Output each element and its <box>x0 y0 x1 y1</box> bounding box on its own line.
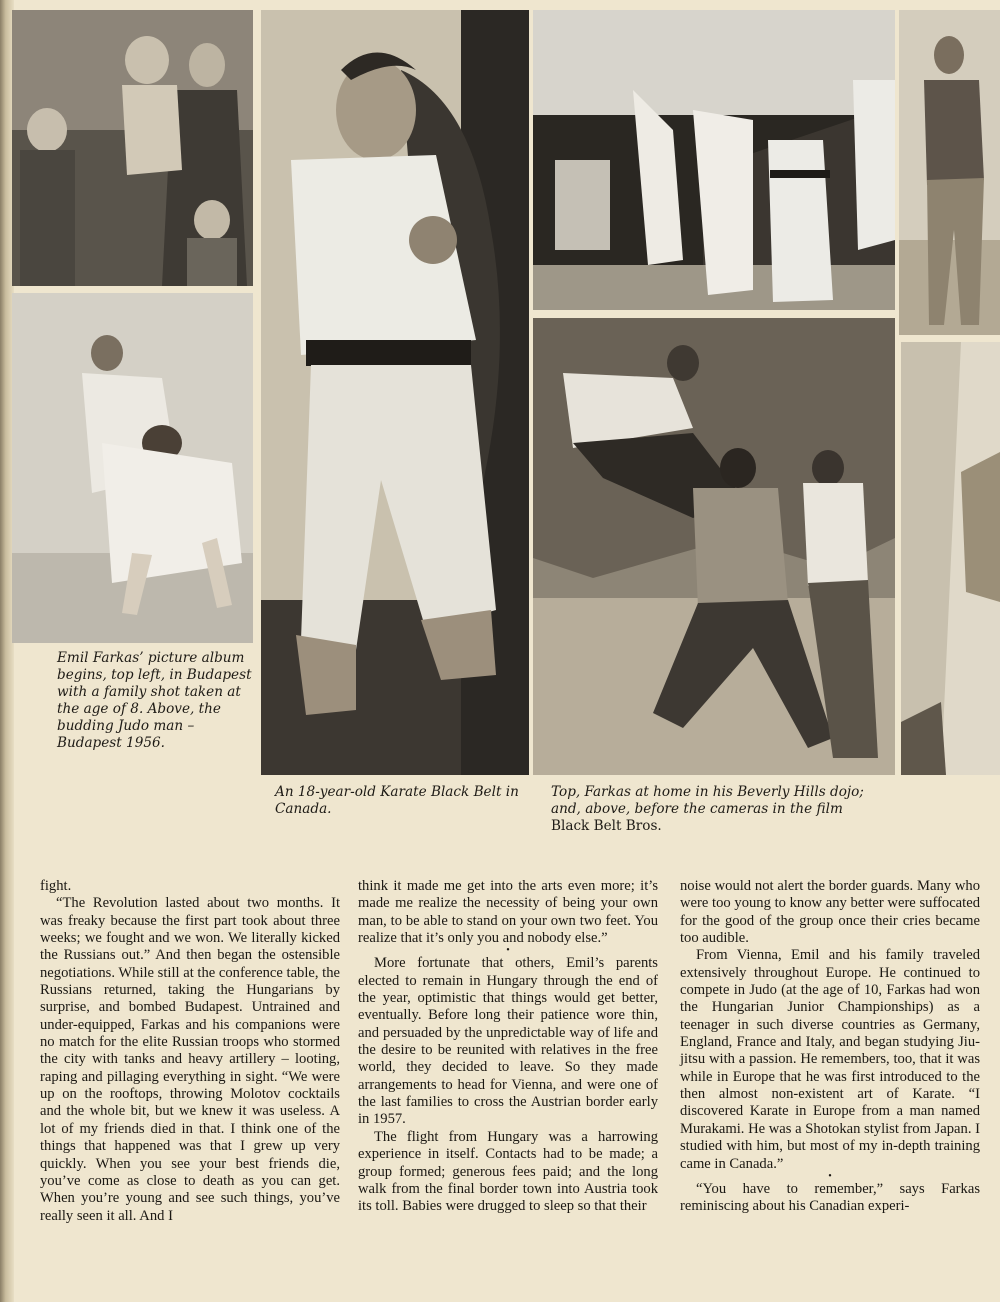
paragraph: noise would not alert the border guards. Many who were too young to know any better were suffocated for the good of the group once their cries became too audible. <box>680 878 980 947</box>
paragraph: From Vienna, Emil and his family traveled extensively throughout Europe. He continued to compete in Judo (at the age of 10, Farkas had won the Hungarian Junior Championships) as a teenager in such diverse countries as Germany, England, France and Italy, and began studying Jiu-jitsu with a passion. He remembers, too, that it was while in Europe that he was first introduced to the then almost non-existent art of Karate. “I discovered Karate in Europe from a man named Murakami. He was a Shotokan stylist from Japan. I studied with him, but most of my in-depth training came in Canada.” <box>680 947 980 1172</box>
album-caption: Emil Farkas’ picture album begins, top left, in Budapest with a family shot taken at the age of 8. Above, the budding Judo man – Budapest 1956. <box>57 650 252 751</box>
dojo-photo <box>533 10 895 310</box>
judo-photo <box>12 293 253 643</box>
black-belt-photo <box>261 10 529 775</box>
text-column-1 <box>40 878 340 1225</box>
dojo-caption <box>551 784 881 835</box>
section-bullet: • <box>828 1170 832 1182</box>
paragraph: “The Revolution lasted about two months. It was freaky because the first part took about three weeks; we fought and we won. We literally kicked the Russians out.” And then began the ostensible negotiations. While still at the conference table, the Russians returned, taking the Hungarians by surprise, and bombed Budapest. Untrained and under-equipped, Farkas and his companions were no match for the elite Russian troops who stormed the city with tanks and heavy artillery – looting, raping and pillaging everything in sight. “We were up on the rooftops, throwing Molotov cocktails and the whole bit, but we knew it was useless. A lot of my friends died in that. I think one of the things that happened was that I grew up very quickly. When you see your best friends die, you’ve come as close to death as you can get. When you’re young and see such things, you’ve really seen it all. And I <box>40 895 341 1224</box>
paragraph: The flight from Hungary was a harrowing experience in itself. Contacts had to be made; a group formed; generous fees paid; and the long walk from the final border town into Austria took its toll. Babies were drugged to sleep so that their <box>358 1128 658 1215</box>
film-right-photo <box>901 342 1000 775</box>
dojo-caption-film-title: Black Belt Bros. <box>551 818 662 834</box>
dojo-caption-text: Top, Farkas at home in his Beverly Hills dojo; and, above, before the cameras in the film <box>551 784 864 817</box>
paragraph: “You have to remember,” says Farkas reminiscing about his Canadian experi- <box>680 1180 980 1215</box>
text-column-3 <box>680 878 980 1216</box>
film-photo <box>533 318 895 775</box>
paragraph: fight. <box>40 878 72 894</box>
black-belt-caption: An 18-year-old Karate Black Belt in Canada. <box>275 784 519 817</box>
family-photo <box>12 10 253 286</box>
section-bullet: • <box>506 945 510 957</box>
man-photo <box>899 10 1000 335</box>
text-column-2 <box>358 878 658 1216</box>
paragraph: More fortunate that others, Emil’s parents elected to remain in Hungary through the end of the year, optimistic that things would get better, eventually. Before long their patience wore thin, and persuaded by the unpredictable way of life and the desire to be reunited with relatives in the free world, they decided to leave. So they made arrangements to head for Vienna, and were one of the last families to cross the Austrian border early in 1957. <box>358 955 658 1128</box>
paragraph: think it made me get into the arts even more; it’s made me realize the necessity of being your own man, to be able to stand on your own two feet. You realize that it’s only you and nobody else.” <box>358 878 658 947</box>
